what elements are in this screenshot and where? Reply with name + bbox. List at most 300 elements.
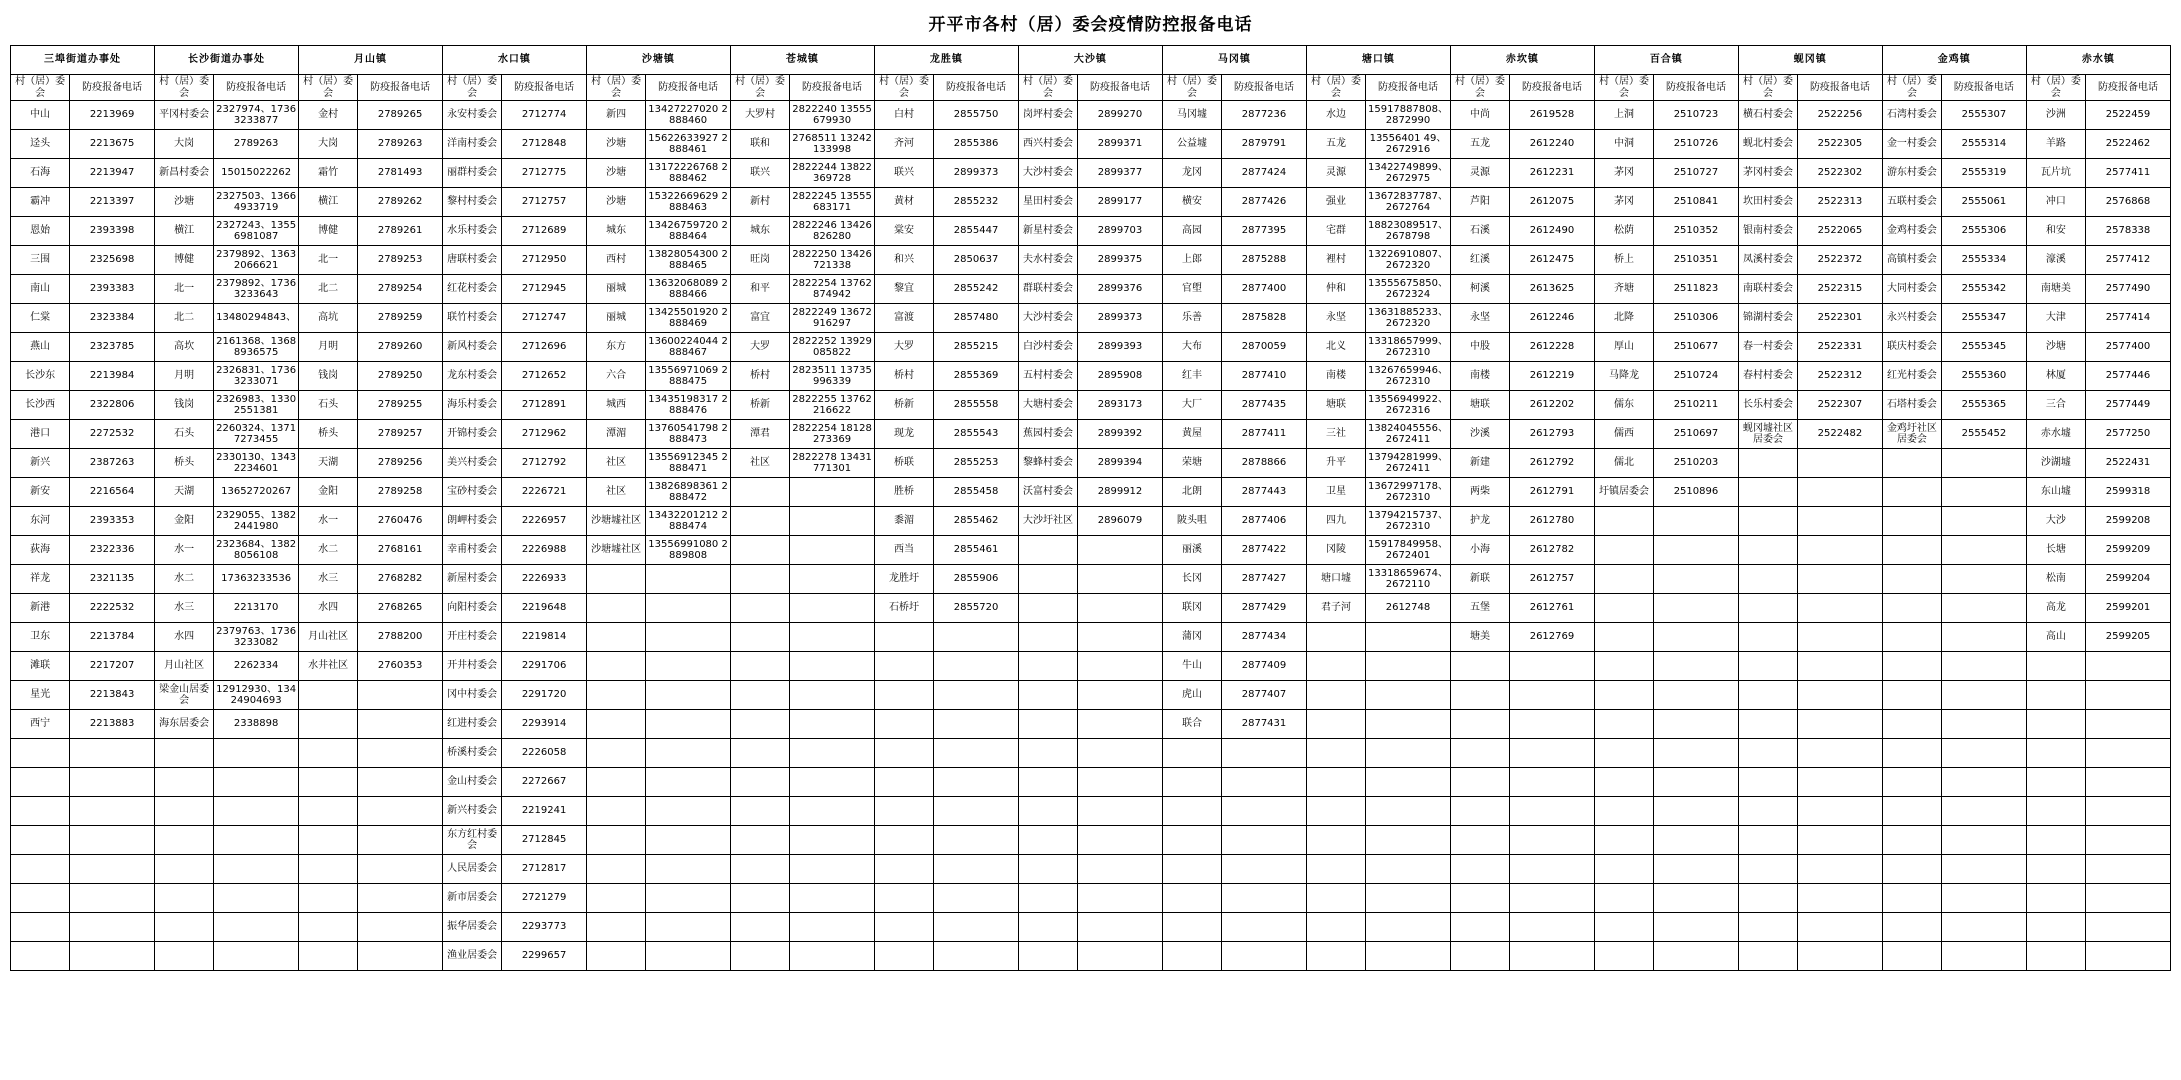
village-name-cell: 沙塘 [586,188,645,217]
village-name-cell: 瓦片坑 [2026,159,2085,188]
empty-cell [1450,797,1509,826]
empty-cell [1594,507,1653,536]
empty-cell [11,884,70,913]
village-phone-cell: 2510727 [1654,159,1739,188]
village-phone-cell: 2379892、13632066621 [214,246,299,275]
village-phone-cell: 2510726 [1654,130,1739,159]
town-header: 苍城镇 [730,46,874,75]
village-name-cell: 芦阳 [1450,188,1509,217]
village-phone-cell: 2510306 [1654,304,1739,333]
empty-cell [1738,565,1797,594]
village-name-cell: 联庆村委会 [1882,333,1941,362]
village-name-cell: 现龙 [874,420,933,449]
empty-cell [1306,652,1365,681]
village-phone-cell: 2789250 [358,362,443,391]
empty-cell [70,884,155,913]
empty-cell [730,536,789,565]
empty-cell [1162,942,1221,971]
village-phone-cell: 2823511 13735996339 [790,362,875,391]
village-name-cell: 虎山 [1162,681,1221,710]
village-phone-cell: 2789258 [358,478,443,507]
table-row [11,101,2171,130]
village-phone-cell: 2822252 13929085822 [790,333,875,362]
village-phone-cell: 2613625 [1510,275,1595,304]
village-name-cell: 振华居委会 [442,913,501,942]
village-name-cell: 开庄村委会 [442,623,501,652]
village-phone-cell: 2522313 [1798,188,1883,217]
village-phone-cell: 2272667 [502,768,587,797]
village-name-cell: 开锦村委会 [442,420,501,449]
empty-cell [874,855,933,884]
empty-cell [646,884,731,913]
village-name-cell: 北一 [298,246,357,275]
village-phone-cell: 2379763、17363233082 [214,623,299,652]
village-phone-cell: 2299657 [502,942,587,971]
town-header: 百合镇 [1594,46,1738,75]
village-phone-cell: 2291706 [502,652,587,681]
empty-cell [2086,913,2171,942]
empty-cell [1018,826,1077,855]
empty-cell [1942,710,2027,739]
table-row [11,275,2171,304]
empty-cell [154,768,213,797]
village-phone-cell: 2555342 [1942,275,2027,304]
empty-cell [1306,797,1365,826]
village-name-cell: 迳头 [11,130,70,159]
empty-cell [1594,681,1653,710]
empty-cell [1594,797,1653,826]
empty-cell [874,681,933,710]
empty-cell [2026,826,2085,855]
table-row [11,594,2171,623]
table-row [11,652,2171,681]
village-phone-cell: 2768282 [358,565,443,594]
village-name-cell: 沙洲 [2026,101,2085,130]
empty-cell [1798,594,1883,623]
village-name-cell: 黄材 [874,188,933,217]
village-name-cell: 沙塘墟社区 [586,536,645,565]
empty-cell [1654,739,1739,768]
village-name-cell: 城西 [586,391,645,420]
village-name-cell: 三社 [1306,420,1365,449]
table-row [11,478,2171,507]
village-name-cell: 海乐村委会 [442,391,501,420]
empty-cell [586,739,645,768]
column-header-phone: 防疫报备电话 [1078,75,1163,101]
empty-cell [934,681,1019,710]
village-name-cell: 新港 [11,594,70,623]
column-header-name: 村（居）委会 [442,75,501,101]
village-phone-cell: 2510724 [1654,362,1739,391]
table-row [11,913,2171,942]
village-name-cell: 松南 [2026,565,2085,594]
village-phone-cell: 13422749899、2672975 [1366,159,1451,188]
village-name-cell: 永兴村委会 [1882,304,1941,333]
village-phone-cell: 13652720267 [214,478,299,507]
village-name-cell: 马冈墟 [1162,101,1221,130]
empty-cell [1450,739,1509,768]
empty-cell [2086,826,2171,855]
town-header: 水口镇 [442,46,586,75]
village-name-cell: 荣塘 [1162,449,1221,478]
village-phone-cell: 2599205 [2086,623,2171,652]
village-name-cell: 两柴 [1450,478,1509,507]
empty-cell [1018,942,1077,971]
phone-directory-table [10,45,2171,971]
column-header-phone: 防疫报备电话 [502,75,587,101]
empty-cell [1942,594,2027,623]
empty-cell [1738,913,1797,942]
empty-cell [790,913,875,942]
village-phone-cell: 2879791 [1222,130,1307,159]
empty-cell [1366,826,1451,855]
village-phone-cell: 2896079 [1078,507,1163,536]
village-phone-cell: 2712848 [502,130,587,159]
village-phone-cell: 2213984 [70,362,155,391]
empty-cell [2026,797,2085,826]
empty-cell [1942,536,2027,565]
empty-cell [790,855,875,884]
village-phone-cell: 2577411 [2086,159,2171,188]
village-phone-cell: 2577250 [2086,420,2171,449]
village-phone-cell: 13432201212 2888474 [646,507,731,536]
empty-cell [934,826,1019,855]
empty-cell [298,942,357,971]
empty-cell [1654,681,1739,710]
town-header: 月山镇 [298,46,442,75]
village-name-cell: 横安 [1162,188,1221,217]
village-name-cell: 旺岗 [730,246,789,275]
empty-cell [934,913,1019,942]
empty-cell [790,710,875,739]
village-name-cell: 高镇村委会 [1882,246,1941,275]
village-phone-cell: 2878866 [1222,449,1307,478]
village-phone-cell: 2855242 [934,275,1019,304]
village-phone-cell: 2612228 [1510,333,1595,362]
village-phone-cell: 2555314 [1942,130,2027,159]
village-name-cell: 石海 [11,159,70,188]
village-name-cell: 联和 [730,130,789,159]
empty-cell [1942,565,2027,594]
village-name-cell: 大同村委会 [1882,275,1941,304]
village-phone-cell: 2712689 [502,217,587,246]
village-name-cell: 茅冈 [1594,159,1653,188]
village-phone-cell: 2226957 [502,507,587,536]
empty-cell [934,652,1019,681]
village-name-cell: 红进村委会 [442,710,501,739]
table-row [11,420,2171,449]
village-phone-cell: 2712775 [502,159,587,188]
village-phone-cell: 2788200 [358,623,443,652]
empty-cell [11,826,70,855]
village-phone-cell: 2899394 [1078,449,1163,478]
empty-cell [1450,681,1509,710]
village-name-cell: 五龙 [1450,130,1509,159]
empty-cell [1222,913,1307,942]
empty-cell [1654,536,1739,565]
empty-cell [1366,913,1451,942]
village-phone-cell: 2822255 13762216622 [790,391,875,420]
empty-cell [1510,710,1595,739]
village-phone-cell: 2877411 [1222,420,1307,449]
empty-cell [214,942,299,971]
village-phone-cell: 2576868 [2086,188,2171,217]
village-phone-cell: 2789265 [358,101,443,130]
village-name-cell: 圩镇居委会 [1594,478,1653,507]
empty-cell [730,507,789,536]
empty-cell [874,826,933,855]
empty-cell [1942,652,2027,681]
village-phone-cell: 2712757 [502,188,587,217]
village-name-cell: 新昌村委会 [154,159,213,188]
empty-cell [1798,449,1883,478]
village-name-cell: 红花村委会 [442,275,501,304]
column-header-phone: 防疫报备电话 [1222,75,1307,101]
empty-cell [2086,884,2171,913]
column-header-name: 村（居）委会 [1594,75,1653,101]
town-header: 蚬冈镇 [1738,46,1882,75]
village-name-cell: 大津 [2026,304,2085,333]
village-phone-cell: 2327503、13664933719 [214,188,299,217]
village-phone-cell: 13480294843、 [214,304,299,333]
village-name-cell: 长乐村委会 [1738,391,1797,420]
village-phone-cell: 2338898 [214,710,299,739]
village-name-cell: 高山 [2026,623,2085,652]
empty-cell [730,652,789,681]
column-header-name: 村（居）委会 [11,75,70,101]
village-name-cell: 丽溪 [1162,536,1221,565]
village-name-cell: 和安 [2026,217,2085,246]
empty-cell [586,623,645,652]
village-name-cell: 儒西 [1594,420,1653,449]
village-phone-cell: 2222532 [70,594,155,623]
empty-cell [1738,884,1797,913]
column-header-name: 村（居）委会 [730,75,789,101]
empty-cell [1654,884,1739,913]
village-name-cell: 水一 [298,507,357,536]
empty-cell [1738,507,1797,536]
empty-cell [730,710,789,739]
empty-cell [730,913,789,942]
village-name-cell: 沙塘 [2026,333,2085,362]
empty-cell [1738,739,1797,768]
village-phone-cell: 2877429 [1222,594,1307,623]
village-phone-cell: 2760353 [358,652,443,681]
village-phone-cell: 13426759720 2888464 [646,217,731,246]
village-phone-cell: 13600224044 2888467 [646,333,731,362]
village-name-cell: 月明 [154,362,213,391]
village-phone-cell: 2612780 [1510,507,1595,536]
village-phone-cell: 2219814 [502,623,587,652]
empty-cell [1738,623,1797,652]
empty-cell [646,565,731,594]
empty-cell [358,884,443,913]
empty-cell [358,826,443,855]
empty-cell [1594,826,1653,855]
village-name-cell: 星光 [11,681,70,710]
village-name-cell: 金村 [298,101,357,130]
empty-cell [1942,478,2027,507]
empty-cell [214,884,299,913]
village-phone-cell: 2712891 [502,391,587,420]
village-name-cell: 强业 [1306,188,1365,217]
village-name-cell: 红光村委会 [1882,362,1941,391]
village-phone-cell: 2768265 [358,594,443,623]
village-phone-cell: 2577446 [2086,362,2171,391]
empty-cell [934,710,1019,739]
village-name-cell: 小海 [1450,536,1509,565]
empty-cell [70,942,155,971]
village-name-cell: 北义 [1306,333,1365,362]
empty-cell [1942,507,2027,536]
village-name-cell: 游东村委会 [1882,159,1941,188]
village-name-cell: 中尚 [1450,101,1509,130]
village-phone-cell: 2213843 [70,681,155,710]
empty-cell [934,623,1019,652]
village-phone-cell: 2855906 [934,565,1019,594]
empty-cell [646,797,731,826]
village-name-cell: 水三 [154,594,213,623]
village-phone-cell: 2721279 [502,884,587,913]
empty-cell [11,942,70,971]
empty-cell [2026,739,2085,768]
empty-cell [1882,942,1941,971]
empty-cell [154,855,213,884]
empty-cell [1450,855,1509,884]
village-phone-cell: 2213969 [70,101,155,130]
empty-cell [1306,855,1365,884]
village-name-cell: 松荫 [1594,217,1653,246]
village-name-cell: 大厂 [1162,391,1221,420]
village-phone-cell: 2293773 [502,913,587,942]
empty-cell [2026,681,2085,710]
table-row [11,217,2171,246]
empty-cell [790,768,875,797]
empty-cell [1738,478,1797,507]
village-phone-cell: 2555365 [1942,391,2027,420]
column-header-name: 村（居）委会 [298,75,357,101]
empty-cell [1654,855,1739,884]
empty-cell [646,855,731,884]
village-name-cell: 凤溪村委会 [1738,246,1797,275]
empty-cell [1078,594,1163,623]
village-phone-cell: 2393383 [70,275,155,304]
empty-cell [2026,942,2085,971]
village-phone-cell: 2789256 [358,449,443,478]
empty-cell [1366,623,1451,652]
village-name-cell: 冲口 [2026,188,2085,217]
village-phone-cell: 2330130、13432234601 [214,449,299,478]
village-name-cell: 塘联 [1306,391,1365,420]
village-name-cell: 水乐村委会 [442,217,501,246]
village-name-cell: 人民居委会 [442,855,501,884]
table-row [11,710,2171,739]
table-row [11,942,2171,971]
village-phone-cell: 2612782 [1510,536,1595,565]
empty-cell [586,710,645,739]
village-phone-cell: 13556991080 2889808 [646,536,731,565]
village-name-cell: 博健 [298,217,357,246]
village-phone-cell: 2522065 [1798,217,1883,246]
empty-cell [790,478,875,507]
empty-cell [1510,681,1595,710]
empty-cell [1882,710,1941,739]
empty-cell [586,942,645,971]
village-phone-cell: 2712792 [502,449,587,478]
village-name-cell: 儒北 [1594,449,1653,478]
village-name-cell: 大布 [1162,333,1221,362]
village-phone-cell: 2899392 [1078,420,1163,449]
empty-cell [1882,594,1941,623]
village-name-cell: 和平 [730,275,789,304]
village-name-cell: 牛山 [1162,652,1221,681]
empty-cell [934,855,1019,884]
village-name-cell: 水二 [298,536,357,565]
village-phone-cell: 2789263 [358,130,443,159]
village-phone-cell: 2612490 [1510,217,1595,246]
empty-cell [1510,797,1595,826]
village-name-cell: 中股 [1450,333,1509,362]
village-phone-cell: 2855543 [934,420,1019,449]
empty-cell [1078,913,1163,942]
village-name-cell: 上郎 [1162,246,1221,275]
village-name-cell: 灵源 [1306,159,1365,188]
village-name-cell: 宝砂村委会 [442,478,501,507]
table-row [11,884,2171,913]
village-name-cell: 五村村委会 [1018,362,1077,391]
village-phone-cell: 2213947 [70,159,155,188]
empty-cell [1654,768,1739,797]
empty-cell [298,884,357,913]
village-name-cell: 丽城 [586,275,645,304]
village-name-cell: 蒲冈 [1162,623,1221,652]
village-phone-cell: 13318657999、2672310 [1366,333,1451,362]
column-header-phone: 防疫报备电话 [934,75,1019,101]
village-phone-cell: 2612793 [1510,420,1595,449]
empty-cell [298,826,357,855]
empty-cell [2086,652,2171,681]
empty-cell [1882,478,1941,507]
empty-cell [1798,942,1883,971]
village-phone-cell: 2789262 [358,188,443,217]
village-name-cell: 西村 [586,246,645,275]
village-name-cell: 沙塘 [586,159,645,188]
empty-cell [1942,942,2027,971]
village-name-cell: 永坚 [1306,304,1365,333]
village-name-cell: 大岗 [298,130,357,159]
village-name-cell: 大岗 [154,130,213,159]
table-row [11,507,2171,536]
empty-cell [70,913,155,942]
empty-cell [154,797,213,826]
village-name-cell: 北二 [298,275,357,304]
village-phone-cell: 2326983、13302551381 [214,391,299,420]
village-phone-cell: 13631885233、2672320 [1366,304,1451,333]
column-header-phone: 防疫报备电话 [358,75,443,101]
village-name-cell: 南楼 [1306,362,1365,391]
village-phone-cell: 2272532 [70,420,155,449]
empty-cell [1018,710,1077,739]
village-name-cell: 钱岗 [154,391,213,420]
village-phone-cell: 2855750 [934,101,1019,130]
village-phone-cell: 2510203 [1654,449,1739,478]
village-phone-cell: 2855720 [934,594,1019,623]
empty-cell [1738,449,1797,478]
empty-cell [358,681,443,710]
village-phone-cell: 2712945 [502,275,587,304]
empty-cell [586,826,645,855]
empty-cell [1510,768,1595,797]
